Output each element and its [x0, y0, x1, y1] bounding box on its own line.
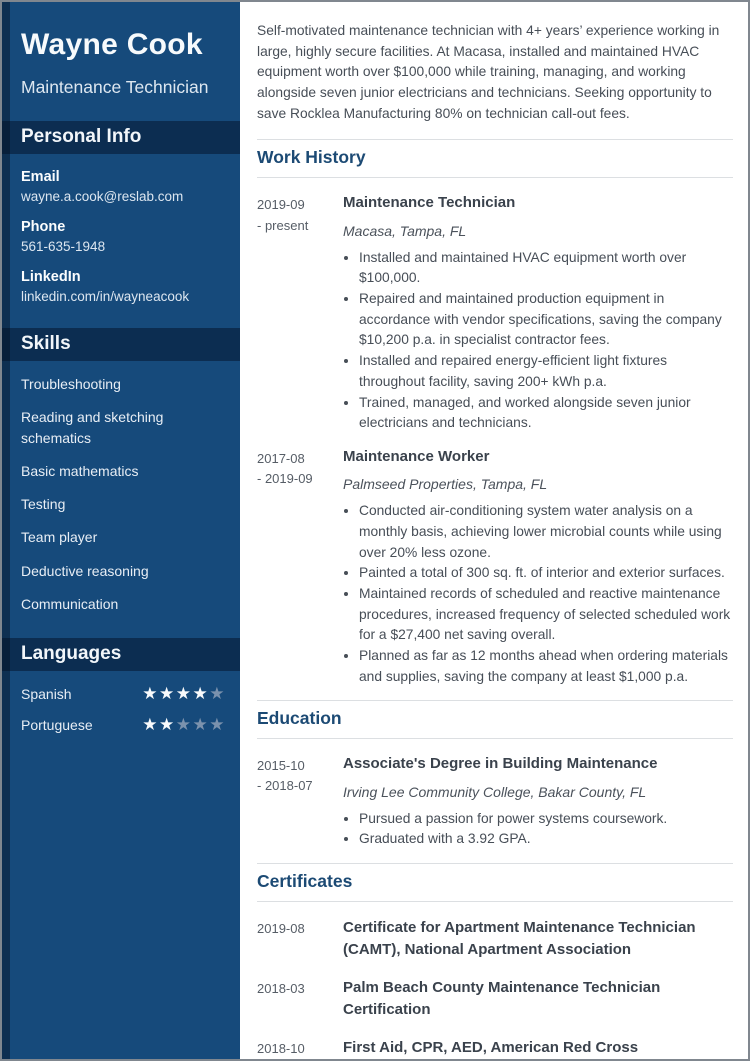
achievement-item: • Installed and maintained HVAC equipment worth over $100,000.	[359, 248, 733, 289]
person-name: Wayne Cook	[21, 28, 203, 61]
education-detail-list	[343, 809, 733, 850]
skills-header: Skills	[2, 328, 240, 361]
certificate-row	[257, 917, 733, 962]
entry-body	[343, 447, 733, 687]
achievement-item: • Painted a total of 300 sq. ft. of interior and exterior surfaces.	[359, 563, 733, 584]
work-entry	[257, 447, 733, 687]
contact-phone-group	[21, 219, 226, 254]
certificate-date: 2018-10	[257, 1040, 305, 1056]
language-name: Spanish	[21, 685, 72, 702]
skill-item: Deductive reasoning	[21, 562, 149, 579]
achievement-item: • Maintained records of scheduled and reactive maintenance procedures, increased frequency of selected scheduled work for a $27,400 net saving overall.	[359, 584, 733, 646]
education-detail-item: • Pursued a passion for power systems coursework.	[359, 809, 733, 830]
professional-summary: Self-motivated maintenance technician with 4+ years’ experience working in large, highly secure facilities. At Macasa, installed and maintained HVAC equipment worth over $100,000 while training, managing, and working alongside seven junior electricians and technicians. Seeking opportunity to save Rocklea Manufacturing 80% on technician call-out fees.	[257, 23, 720, 121]
star-icon: ★	[209, 715, 226, 735]
entry-body	[343, 754, 733, 850]
certificates-heading: Certificates	[257, 863, 733, 902]
achievement-item: • Installed and repaired energy-efficient light fixtures throughout facility, saving 200+ kWh p.a.	[359, 351, 733, 392]
email-value: wayne.a.cook@reslab.com	[21, 189, 184, 204]
date-end: - 2019-09	[257, 471, 313, 487]
certificate-title: Palm Beach County Maintenance Technician Certification	[343, 978, 661, 1019]
phone-value: 561-635-1948	[21, 239, 106, 254]
language-name: Portuguese	[21, 716, 93, 733]
skill-item: Communication	[21, 596, 119, 613]
star-icon: ★	[192, 715, 210, 735]
certificate-row	[257, 977, 733, 1022]
company-location: Palmseed Properties, Tampa, FL	[343, 476, 548, 493]
date-end: - present	[257, 217, 309, 233]
star-rating	[142, 716, 226, 733]
achievement-item: • Trained, managed, and worked alongside seven junior electricians and technicians.	[359, 393, 733, 434]
email-label: Email	[21, 169, 60, 185]
school-location: Irving Lee Community College, Bakar County, FL	[343, 783, 647, 800]
entry-body	[343, 193, 733, 433]
star-rating	[142, 685, 226, 702]
skills-list	[21, 374, 226, 614]
skill-item: Testing	[21, 496, 66, 513]
languages-header: Languages	[2, 638, 240, 671]
education-detail-item: • Graduated with a 3.92 GPA.	[359, 829, 733, 850]
work-history-heading: Work History	[257, 139, 733, 178]
linkedin-value: linkedin.com/in/wayneacook	[21, 289, 190, 304]
skill-item: Troubleshooting	[21, 376, 121, 392]
language-row-portuguese	[21, 716, 226, 733]
job-title: Maintenance Worker	[343, 447, 490, 465]
certificate-title: Certificate for Apartment Maintenance Technician (CAMT), National Apartment Association	[343, 918, 696, 959]
achievement-list	[343, 248, 733, 434]
star-icon: ★	[142, 715, 159, 735]
sidebar-accent-strip	[2, 2, 10, 1059]
contact-email-group	[21, 169, 226, 204]
skill-item: Team player	[21, 529, 98, 546]
achievement-item: • Planned as far as 12 months ahead when ordering materials and supplies, saving the company at least $1,000 p.a.	[359, 646, 733, 687]
linkedin-label: LinkedIn	[21, 269, 81, 285]
education-heading: Education	[257, 700, 733, 739]
work-entry	[257, 193, 733, 433]
skill-item: Basic mathematics	[21, 462, 139, 479]
certificate-date: 2019-08	[257, 920, 305, 936]
achievement-list	[343, 501, 733, 687]
star-icon: ★	[159, 684, 176, 704]
job-title: Maintenance Technician	[343, 194, 516, 212]
certificate-row	[257, 1037, 733, 1060]
entry-dates	[257, 193, 343, 433]
language-row-spanish	[21, 685, 226, 702]
star-icon: ★	[159, 715, 176, 735]
main-column	[240, 2, 748, 1059]
contact-linkedin-group	[21, 269, 226, 304]
star-icon: ★	[175, 684, 193, 704]
degree-title: Associate's Degree in Building Maintenance	[343, 755, 658, 773]
date-end: - 2018-07	[257, 778, 313, 794]
phone-label: Phone	[21, 219, 66, 235]
entry-dates	[257, 447, 343, 687]
star-icon: ★	[192, 684, 210, 704]
achievement-item: • Conducted air-conditioning system water analysis on a monthly basis, achieving lower microbial counts while using over 20% less ozone.	[359, 501, 733, 563]
certificate-date: 2018-03	[257, 980, 305, 996]
date-start: 2019-09	[257, 197, 305, 213]
star-icon: ★	[175, 715, 193, 735]
achievement-item: • Repaired and maintained production equipment in accordance with vendor specifications, saving the company $10,200 p.a. in specialist contractor fees.	[359, 289, 733, 351]
sidebar	[2, 2, 240, 1059]
star-icon: ★	[142, 684, 159, 704]
personal-info-header: Personal Info	[2, 121, 240, 154]
date-start: 2015-10	[257, 758, 305, 774]
star-icon: ★	[209, 684, 226, 704]
certificate-title: First Aid, CPR, AED, American Red Cross	[343, 1038, 639, 1056]
entry-dates	[257, 754, 343, 850]
person-job-title: Maintenance Technician	[21, 77, 209, 97]
company-location: Macasa, Tampa, FL	[343, 222, 467, 239]
skill-item: Reading and sketching schematics	[21, 409, 164, 446]
date-start: 2017-08	[257, 450, 305, 466]
education-entry	[257, 754, 733, 850]
sidebar-content	[2, 2, 240, 767]
